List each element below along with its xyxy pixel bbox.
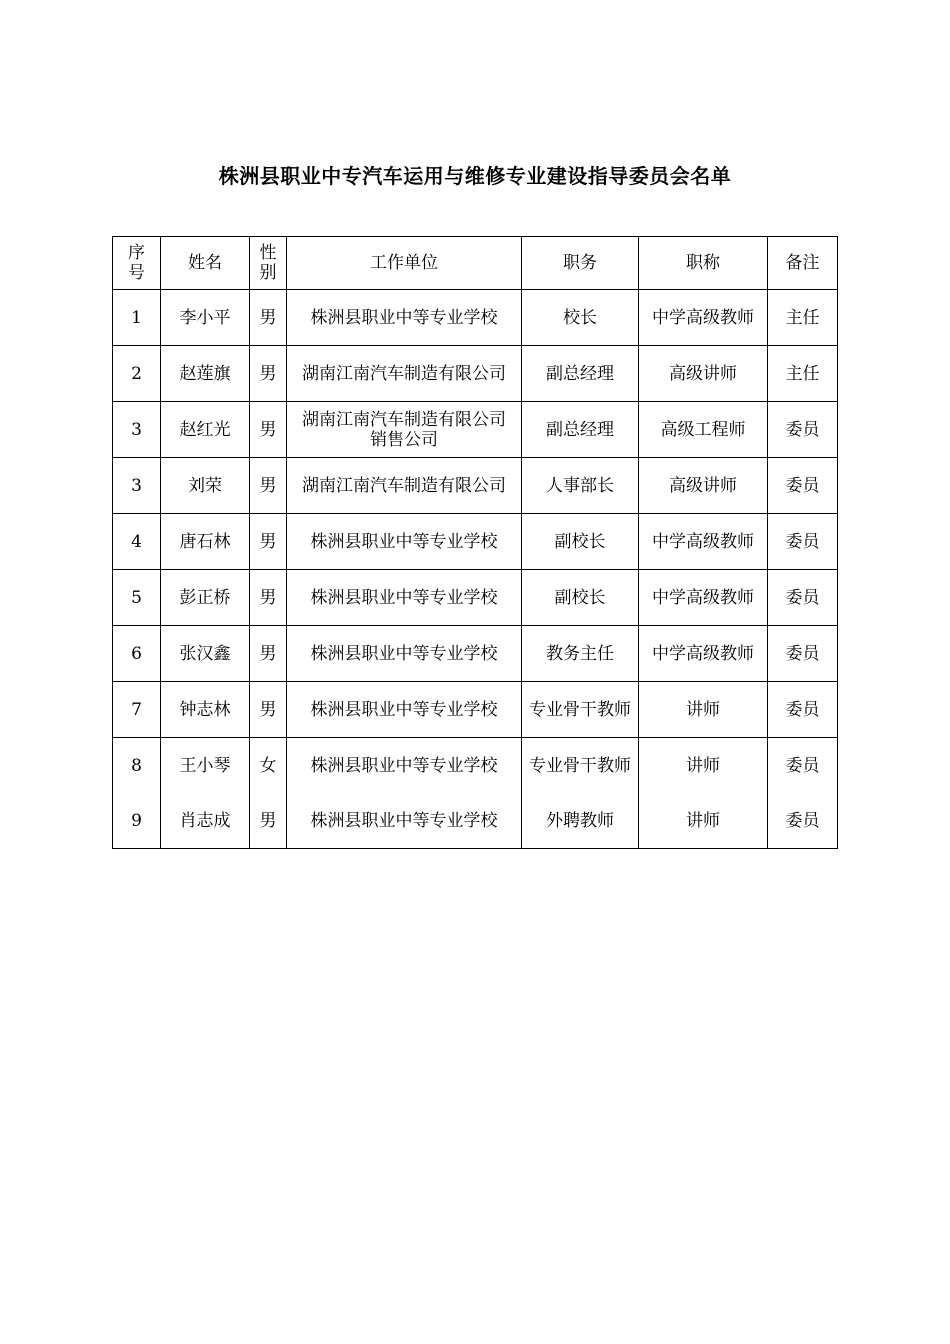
cell-remark: 委员 (768, 402, 838, 458)
cell-name: 张汉鑫 (161, 626, 250, 682)
cell-name: 肖志成 (161, 793, 250, 849)
cell-rank: 讲师 (639, 738, 768, 794)
cell-gender: 男 (250, 458, 287, 514)
cell-unit: 湖南江南汽车制造有限公司 销售公司 (287, 402, 522, 458)
cell-rank: 讲师 (639, 682, 768, 738)
cell-remark: 委员 (768, 738, 838, 794)
header-rank: 职称 (639, 237, 768, 290)
header-name: 姓名 (161, 237, 250, 290)
cell-name: 赵莲旗 (161, 346, 250, 402)
cell-seq: 3 (113, 458, 161, 514)
cell-seq: 3 (113, 402, 161, 458)
cell-gender: 女 (250, 738, 287, 794)
table-row (113, 402, 838, 458)
table-row (113, 626, 838, 682)
cell-position: 专业骨干教师 (522, 738, 639, 794)
cell-name: 唐石林 (161, 514, 250, 570)
header-remark: 备注 (768, 237, 838, 290)
cell-gender: 男 (250, 682, 287, 738)
cell-unit: 湖南江南汽车制造有限公司 (287, 458, 522, 514)
cell-remark: 委员 (768, 682, 838, 738)
cell-unit: 株洲县职业中等专业学校 (287, 514, 522, 570)
table-row (113, 682, 838, 738)
cell-position: 专业骨干教师 (522, 682, 639, 738)
cell-remark: 委员 (768, 570, 838, 626)
cell-name: 钟志林 (161, 682, 250, 738)
cell-unit: 株洲县职业中等专业学校 (287, 793, 522, 849)
cell-position: 副校长 (522, 570, 639, 626)
cell-name: 王小琴 (161, 738, 250, 794)
cell-gender: 男 (250, 514, 287, 570)
cell-name: 彭正桥 (161, 570, 250, 626)
cell-seq: 6 (113, 626, 161, 682)
cell-seq: 2 (113, 346, 161, 402)
cell-seq: 5 (113, 570, 161, 626)
committee-table (112, 236, 838, 849)
cell-rank: 高级讲师 (639, 458, 768, 514)
cell-gender: 男 (250, 346, 287, 402)
cell-seq: 9 (113, 793, 161, 849)
cell-name: 赵红光 (161, 402, 250, 458)
cell-unit: 株洲县职业中等专业学校 (287, 290, 522, 346)
document-title: 株洲县职业中专汽车运用与维修专业建设指导委员会名单 (218, 164, 732, 188)
cell-remark: 委员 (768, 514, 838, 570)
header-seq: 序 号 (113, 237, 161, 290)
cell-position: 校长 (522, 290, 639, 346)
cell-gender: 男 (250, 793, 287, 849)
table-row (113, 458, 838, 514)
cell-position: 副总经理 (522, 346, 639, 402)
cell-rank: 中学高级教师 (639, 570, 768, 626)
cell-rank: 中学高级教师 (639, 514, 768, 570)
table-row (113, 290, 838, 346)
cell-name: 刘荣 (161, 458, 250, 514)
cell-seq: 7 (113, 682, 161, 738)
cell-unit: 株洲县职业中等专业学校 (287, 682, 522, 738)
cell-remark: 委员 (768, 458, 838, 514)
cell-unit: 株洲县职业中等专业学校 (287, 626, 522, 682)
table-row (113, 514, 838, 570)
cell-remark: 主任 (768, 346, 838, 402)
cell-remark: 主任 (768, 290, 838, 346)
cell-seq: 1 (113, 290, 161, 346)
cell-remark: 委员 (768, 626, 838, 682)
cell-rank: 高级工程师 (639, 402, 768, 458)
cell-rank: 讲师 (639, 793, 768, 849)
header-position: 职务 (522, 237, 639, 290)
cell-seq: 8 (113, 738, 161, 794)
table-row (113, 738, 838, 794)
cell-remark: 委员 (768, 793, 838, 849)
cell-seq: 4 (113, 514, 161, 570)
table-row (113, 793, 838, 849)
cell-position: 教务主任 (522, 626, 639, 682)
cell-position: 副总经理 (522, 402, 639, 458)
cell-gender: 男 (250, 626, 287, 682)
cell-rank: 中学高级教师 (639, 290, 768, 346)
cell-gender: 男 (250, 570, 287, 626)
cell-unit: 湖南江南汽车制造有限公司 (287, 346, 522, 402)
cell-rank: 高级讲师 (639, 346, 768, 402)
table-row (113, 570, 838, 626)
cell-unit: 株洲县职业中等专业学校 (287, 738, 522, 794)
cell-name: 李小平 (161, 290, 250, 346)
cell-rank: 中学高级教师 (639, 626, 768, 682)
cell-gender: 男 (250, 402, 287, 458)
cell-position: 外聘教师 (522, 793, 639, 849)
cell-gender: 男 (250, 290, 287, 346)
header-gender: 性 别 (250, 237, 287, 290)
cell-unit: 株洲县职业中等专业学校 (287, 570, 522, 626)
header-row (113, 237, 838, 290)
table-row (113, 346, 838, 402)
cell-position: 副校长 (522, 514, 639, 570)
header-unit: 工作单位 (287, 237, 522, 290)
cell-position: 人事部长 (522, 458, 639, 514)
